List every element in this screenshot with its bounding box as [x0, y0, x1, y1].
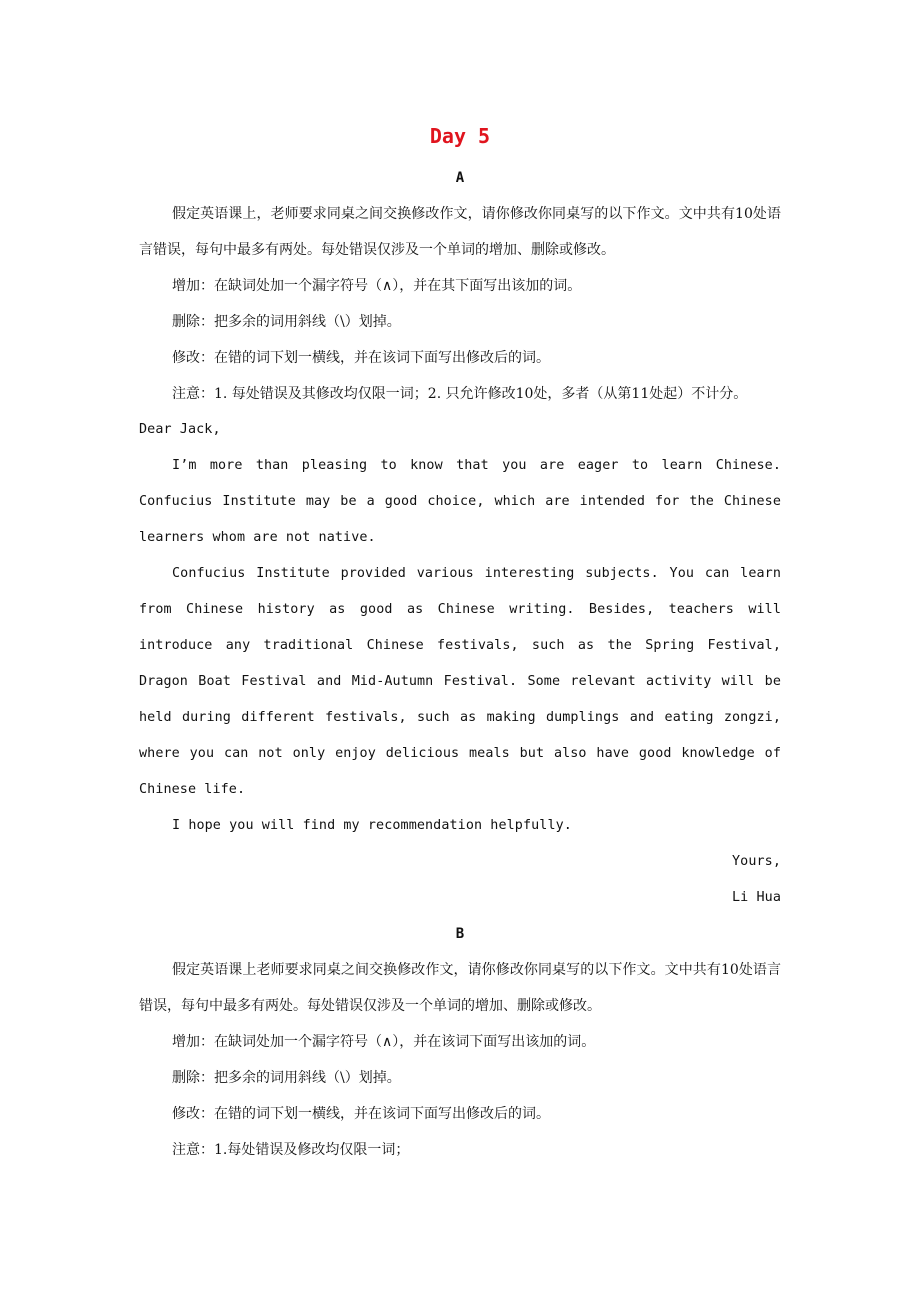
section-b-notes: 注意：1.每处错误及修改均仅限一词； — [172, 1142, 410, 1158]
section-a-add-rule: 增加：在缺词处加一个漏字符号（∧），并在其下面写出该加的词。 — [172, 278, 582, 294]
letter-closing: Yours, — [732, 854, 781, 869]
section-a-intro: 假定英语课上，老师要求同桌之间交换修改作文，请你修改你同桌写的以下作文。文中共有10处语言错误，每句中最多有两处。每处错误仅涉及一个单词的增加、删除或修改。 — [139, 206, 781, 258]
page-title: Day 5 — [429, 124, 491, 148]
section-a-label: A — [455, 170, 465, 186]
section-a-modify-rule: 修改：在错的词下划一横线，并在该词下面写出修改后的词。 — [172, 350, 550, 366]
section-a-notes: 注意：1. 每处错误及其修改均仅限一词；2. 只允许修改10处，多者（从第11处起）不计分。 — [172, 386, 748, 402]
section-b-modify-rule: 修改：在错的词下划一横线，并在该词下面写出修改后的词。 — [172, 1106, 550, 1122]
letter-greeting: Dear Jack, — [139, 422, 221, 437]
document-page — [139, 118, 781, 1168]
section-b-add-rule: 增加：在缺词处加一个漏字符号（∧），并在该词下面写出该加的词。 — [172, 1034, 596, 1050]
section-b-delete-rule: 删除：把多余的词用斜线（\）划掉。 — [172, 1070, 401, 1086]
section-a-delete-rule: 删除：把多余的词用斜线（\）划掉。 — [172, 314, 401, 330]
letter-paragraph-1: I’m more than pleasing to know that you are eager to learn Chinese. Confucius Institute may be a good choice, which are intended for the Chinese learners whom are not native. — [139, 458, 781, 545]
letter-paragraph-3: I hope you will find my recommendation helpfully. — [172, 818, 572, 833]
section-b-intro: 假定英语课上老师要求同桌之间交换修改作文，请你修改你同桌写的以下作文。文中共有10处语言错误，每句中最多有两处。每处错误仅涉及一个单词的增加、删除或修改。 — [139, 962, 781, 1014]
letter-paragraph-2: Confucius Institute provided various interesting subjects. You can learn from Chinese history as good as Chinese writing. Besides, teachers will introduce any traditional Chinese festivals, such as the Spring Festival, Dragon Boat Festival and Mid-Autumn Festival. Some relevant activity will be held during different festivals, such as making dumplings and eating zongzi, where you can not only enjoy delicious meals but also have good knowledge of Chinese life. — [139, 566, 781, 797]
section-b-label: B — [455, 926, 465, 942]
letter-signature: Li Hua — [732, 890, 781, 905]
